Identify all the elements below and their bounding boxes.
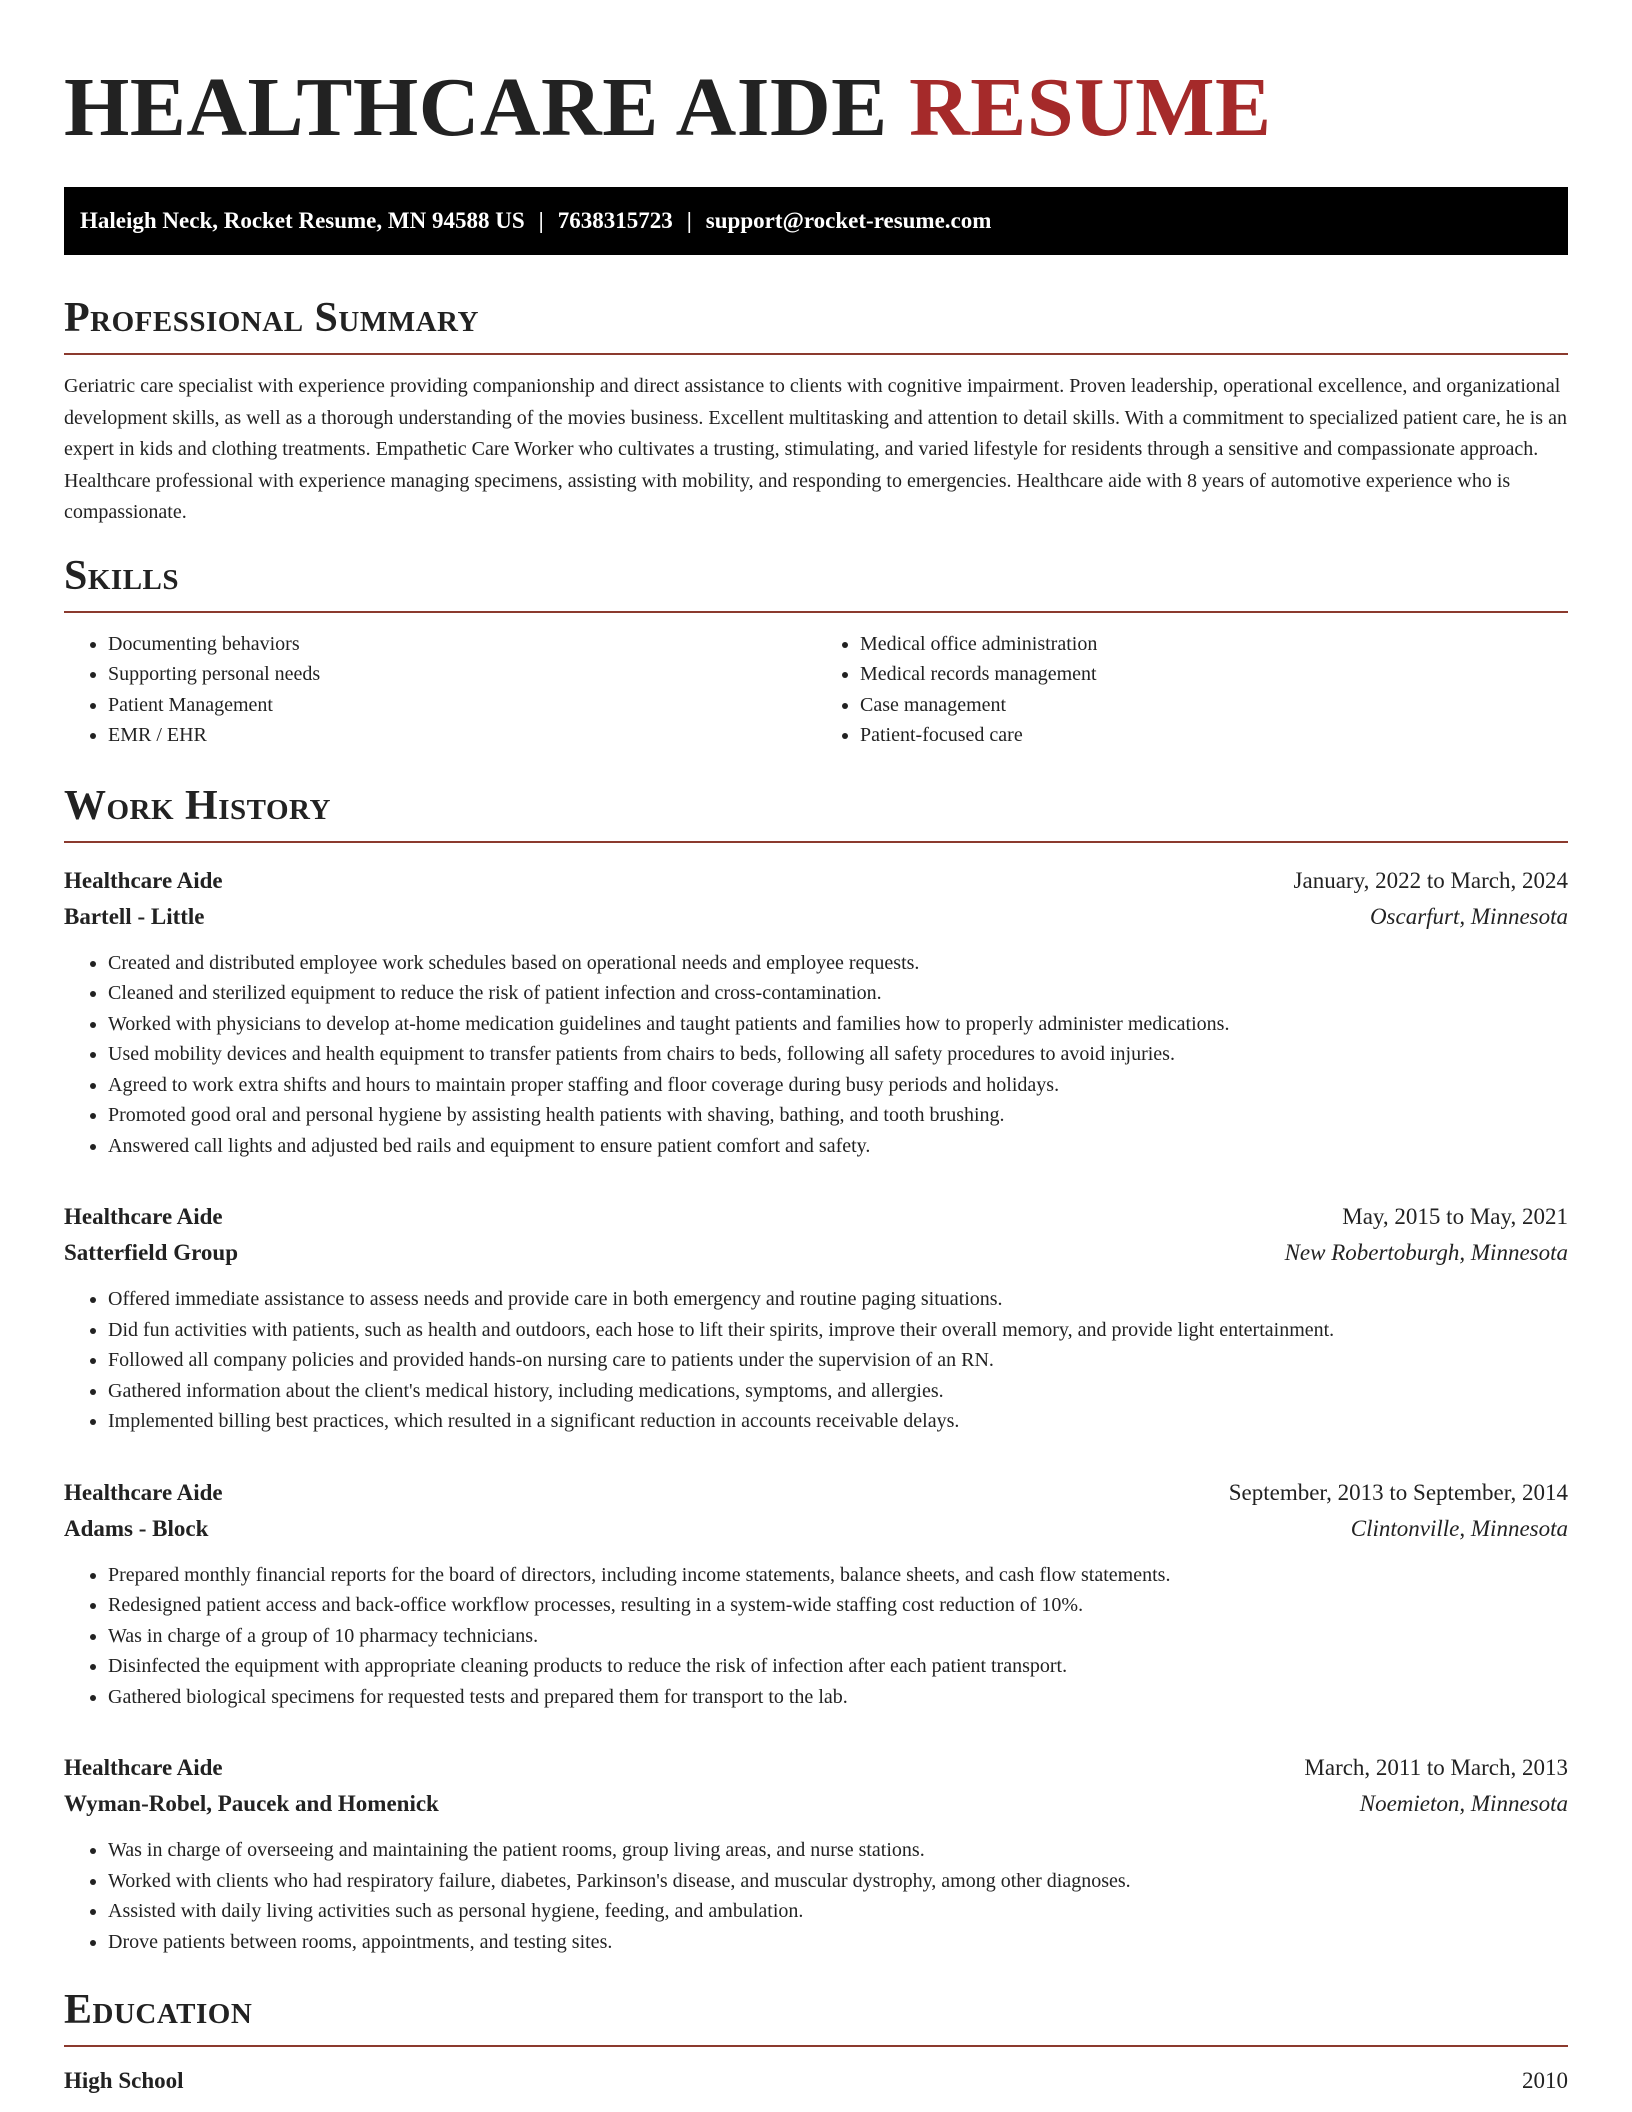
- job-duty-item: • Used mobility devices and health equipment to transfer patients from chairs to beds, following all safety procedures to avoid injuries.: [108, 1039, 1568, 1070]
- job-location: Noemieton, Minnesota: [1359, 1791, 1568, 1816]
- job-company: Wyman-Robel, Paucek and Homenick: [64, 1791, 439, 1816]
- education-section: [64, 1989, 1568, 2099]
- education-year: 2010: [1522, 2068, 1568, 2093]
- job-duty-item: • Offered immediate assistance to assess needs and provide care in both emergency and routine paging situations.: [108, 1284, 1568, 1315]
- skill-item: • Case management: [860, 690, 1568, 721]
- job-location: Clintonville, Minnesota: [1350, 1515, 1568, 1541]
- job-header-row: [64, 1475, 1568, 1511]
- skill-item: • Patient-focused care: [860, 720, 1568, 751]
- education-entry: [64, 2063, 1568, 2099]
- job-duty-item: • Was in charge of overseeing and maintaining the patient rooms, group living areas, and nurse stations.: [108, 1835, 1568, 1866]
- contact-email: support@rocket-resume.com: [705, 208, 992, 233]
- job-title: Healthcare Aide: [64, 1204, 223, 1229]
- job-company-row: [64, 899, 1568, 935]
- title-accent: RESUME: [909, 61, 1272, 154]
- job-entry: [64, 863, 1568, 1162]
- job-duty-item: • Answered call lights and adjusted bed rails and equipment to ensure patient comfort and safety.: [108, 1131, 1568, 1162]
- job-header-row: [64, 863, 1568, 899]
- job-dates: January, 2022 to March, 2024: [1293, 867, 1568, 893]
- job-location: New Robertoburgh, Minnesota: [1284, 1240, 1568, 1265]
- job-duty-item: • Worked with clients who had respiratory failure, diabetes, Parkinson's disease, and muscular dystrophy, among other diagnoses.: [108, 1866, 1568, 1897]
- education-heading: Education: [64, 1989, 1568, 2047]
- job-duty-item: • Assisted with daily living activities such as personal hygiene, feeding, and ambulation.: [108, 1896, 1568, 1927]
- job-header-row: [64, 1199, 1568, 1235]
- job-duty-item: • Implemented billing best practices, which resulted in a significant reduction in accounts receivable delays.: [108, 1406, 1568, 1437]
- skill-item: • Patient Management: [108, 690, 816, 721]
- skills-section: [64, 552, 1568, 751]
- skill-item: • Supporting personal needs: [108, 659, 816, 690]
- job-duties-list: [64, 1284, 1568, 1437]
- skills-heading: Skills: [64, 555, 1568, 613]
- contact-address: Haleigh Neck, Rocket Resume, MN 94588 US: [80, 208, 525, 233]
- skill-item: • Documenting behaviors: [108, 629, 816, 660]
- job-duty-item: • Cleaned and sterilized equipment to reduce the risk of patient infection and cross-contamination.: [108, 978, 1568, 1009]
- summary-text: Geriatric care specialist with experience providing companionship and direct assistance to clients with cognitive impairment. Proven leadership, operational excellence, and organizational development skills, as well as a thorough understanding of the movies business. Excellent multitasking and attention to detail skills. With a commitment to specialized patient care, he is an expert in kids and clothing treatments. Empathetic Care Worker who cultivates a trusting, stimulating, and varied lifestyle for residents through a sensitive and compassionate approach. Healthcare professional with experience managing specimens, assisting with mobility, and responding to emergencies. Healthcare aide with 8 years of automotive experience who is compassionate.: [64, 375, 1567, 523]
- job-duty-item: • Followed all company policies and provided hands-on nursing care to patients under the supervision of an RN.: [108, 1345, 1568, 1376]
- job-company: Satterfield Group: [64, 1240, 238, 1265]
- job-duty-item: • Agreed to work extra shifts and hours to maintain proper staffing and floor coverage during busy periods and holidays.: [108, 1070, 1568, 1101]
- skills-grid: [64, 629, 1568, 751]
- contact-bar: [64, 187, 1568, 255]
- job-duty-item: • Promoted good oral and personal hygiene by assisting health patients with shaving, bathing, and tooth brushing.: [108, 1100, 1568, 1131]
- job-dates: September, 2013 to September, 2014: [1228, 1479, 1568, 1505]
- job-duty-item: • Gathered biological specimens for requested tests and prepared them for transport to the lab.: [108, 1682, 1568, 1713]
- summary-section: [64, 297, 1568, 529]
- job-duty-item: • Disinfected the equipment with appropriate cleaning products to reduce the risk of infection after each patient transport.: [108, 1651, 1568, 1682]
- skills-list-left: [64, 629, 816, 751]
- job-duties-list: [64, 1560, 1568, 1713]
- resume-title: [64, 61, 1568, 162]
- contact-separator: |: [538, 208, 544, 233]
- job-entry: [64, 1475, 1568, 1713]
- job-entry: [64, 1750, 1568, 1957]
- skills-list-right: [816, 629, 1568, 751]
- job-company-row: [64, 1511, 1568, 1547]
- work-heading: Work History: [64, 785, 1568, 843]
- job-title: Healthcare Aide: [64, 1479, 223, 1505]
- job-duty-item: • Worked with physicians to develop at-home medication guidelines and taught patients and families how to properly administer medications.: [108, 1009, 1568, 1040]
- job-header-row: [64, 1750, 1568, 1786]
- job-company: Adams - Block: [64, 1515, 209, 1541]
- job-duty-item: • Was in charge of a group of 10 pharmacy technicians.: [108, 1621, 1568, 1652]
- job-title: Healthcare Aide: [64, 867, 223, 893]
- job-company-row: [64, 1786, 1568, 1822]
- contact-separator: |: [686, 208, 692, 233]
- job-title: Healthcare Aide: [64, 1755, 223, 1780]
- skill-item: • Medical office administration: [860, 629, 1568, 660]
- job-company: Bartell - Little: [64, 903, 205, 929]
- job-duty-item: • Redesigned patient access and back-office workflow processes, resulting in a system-wide staffing cost reduction of 10%.: [108, 1590, 1568, 1621]
- job-company-row: [64, 1235, 1568, 1271]
- skill-item: • Medical records management: [860, 659, 1568, 690]
- job-list: [64, 863, 1568, 1958]
- job-dates: March, 2011 to March, 2013: [1304, 1755, 1568, 1780]
- education-degree: High School: [64, 2068, 184, 2093]
- job-duty-item: • Gathered information about the client's medical history, including medications, symptoms, and allergies.: [108, 1376, 1568, 1407]
- job-duties-list: [64, 1835, 1568, 1957]
- contact-phone: 7638315723: [557, 208, 673, 233]
- job-dates: May, 2015 to May, 2021: [1342, 1204, 1568, 1229]
- title-main: HEALTHCARE AIDE: [64, 61, 888, 154]
- job-location: Oscarfurt, Minnesota: [1369, 903, 1568, 929]
- job-entry: [64, 1199, 1568, 1437]
- summary-heading: Professional Summary: [64, 297, 1568, 355]
- job-duty-item: • Prepared monthly financial reports for the board of directors, including income statements, balance sheets, and cash flow statements.: [108, 1560, 1568, 1591]
- skill-item: • EMR / EHR: [108, 720, 816, 751]
- job-duty-item: • Drove patients between rooms, appointments, and testing sites.: [108, 1927, 1568, 1958]
- job-duty-item: • Did fun activities with patients, such as health and outdoors, each hose to lift their spirits, improve their overall memory, and provide light entertainment.: [108, 1315, 1568, 1346]
- job-duties-list: [64, 948, 1568, 1162]
- job-duty-item: • Created and distributed employee work schedules based on operational needs and employee requests.: [108, 948, 1568, 979]
- work-section: [64, 782, 1568, 1958]
